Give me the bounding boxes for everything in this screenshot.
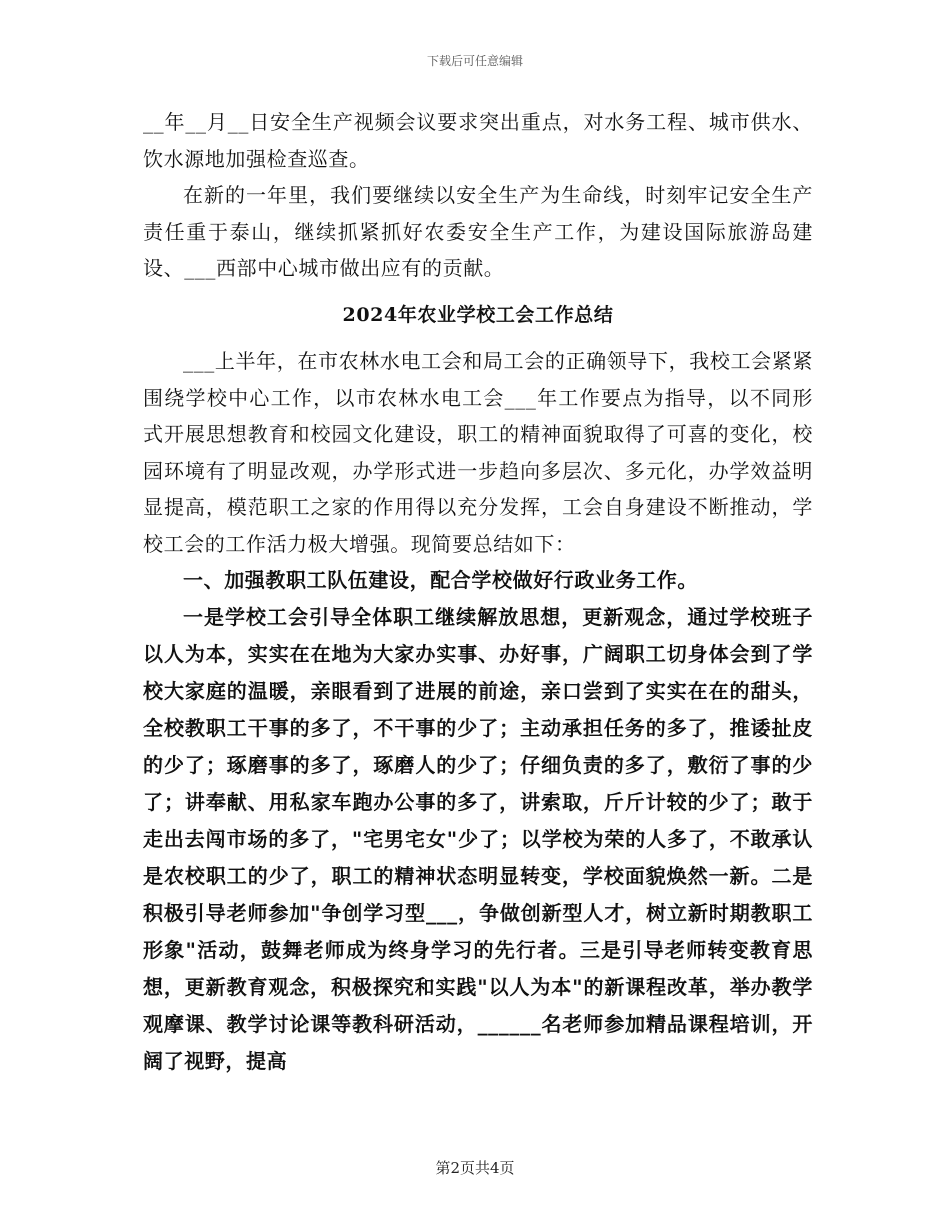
page-header-note: 下载后可任意编辑 [426, 54, 523, 68]
paragraph: 一是学校工会引导全体职工继续解放思想，更新观念，通过学校班子以人为本，实实在在地为大家办实事、办好事，广阔职工切身体会到了学校大家庭的温暖，亲眼看到了进展的前途，亲口尝到了实实在在的甜头，全校教职工干事的多了，不干事的少了；主动承担任务的多了，推诿扯皮的少了；琢磨事的多了，琢磨人的少了；仔细负责的多了，敷衍了事的少了；讲奉献、用私家车跑办公事的多了，讲索取，斤斤计较的少了；敢于走出去闯市场的多了，"宅男宅女"少了；以学校为荣的人多了，不敢承认是农校职工的少了，职工的精神状态明显转变，学校面貌焕然一新。二是积极引导老师参加"争创学习型___，争做创新型人才，树立新时期教职工形象"活动，鼓舞老师成为终身学习的先行者。三是引导老师转变教育思想，更新教育观念，积极探究和实践"以人为本"的新课程改革，举办教学观摩课、教学讨论课等教科研活动，______名老师参加精品课程培训，开阔了视野，提高 [143, 604, 813, 1073]
paragraph: __年__月__日安全生产视频会议要求突出重点，对水务工程、城市供水、饮水源地加强检查巡查。 [143, 110, 813, 171]
section-heading: 一、加强教职工队伍建设，配合学校做好行政业务工作。 [183, 568, 698, 592]
paragraph: 在新的一年里，我们要继续以安全生产为生命线，时刻牢记安全生产责任重于泰山，继续抓紧抓好农委安全生产工作，为建设国际旅游岛建设、___西部中心城市做出应有的贡献。 [143, 183, 813, 280]
paragraph: ___上半年，在市农林水电工会和局工会的正确领导下，我校工会紧紧围绕学校中心工作，以市农林水电工会___年工作要点为指导，以不同形式开展思想教育和校园文化建设，职工的精神面貌取得了可喜的变化，校园环境有了明显改观，办学形式进一步趋向多层次、多元化，办学效益明显提高，模范职工之家的作用得以充分发挥，工会自身建设不断推动，学校工会的工作活力极大增强。现简要总结如下： [143, 349, 813, 556]
document-title: 2024年农业学校工会工作总结 [342, 303, 614, 326]
document-body [143, 104, 813, 1080]
page-number: 第2页共4页 [435, 1159, 515, 1177]
